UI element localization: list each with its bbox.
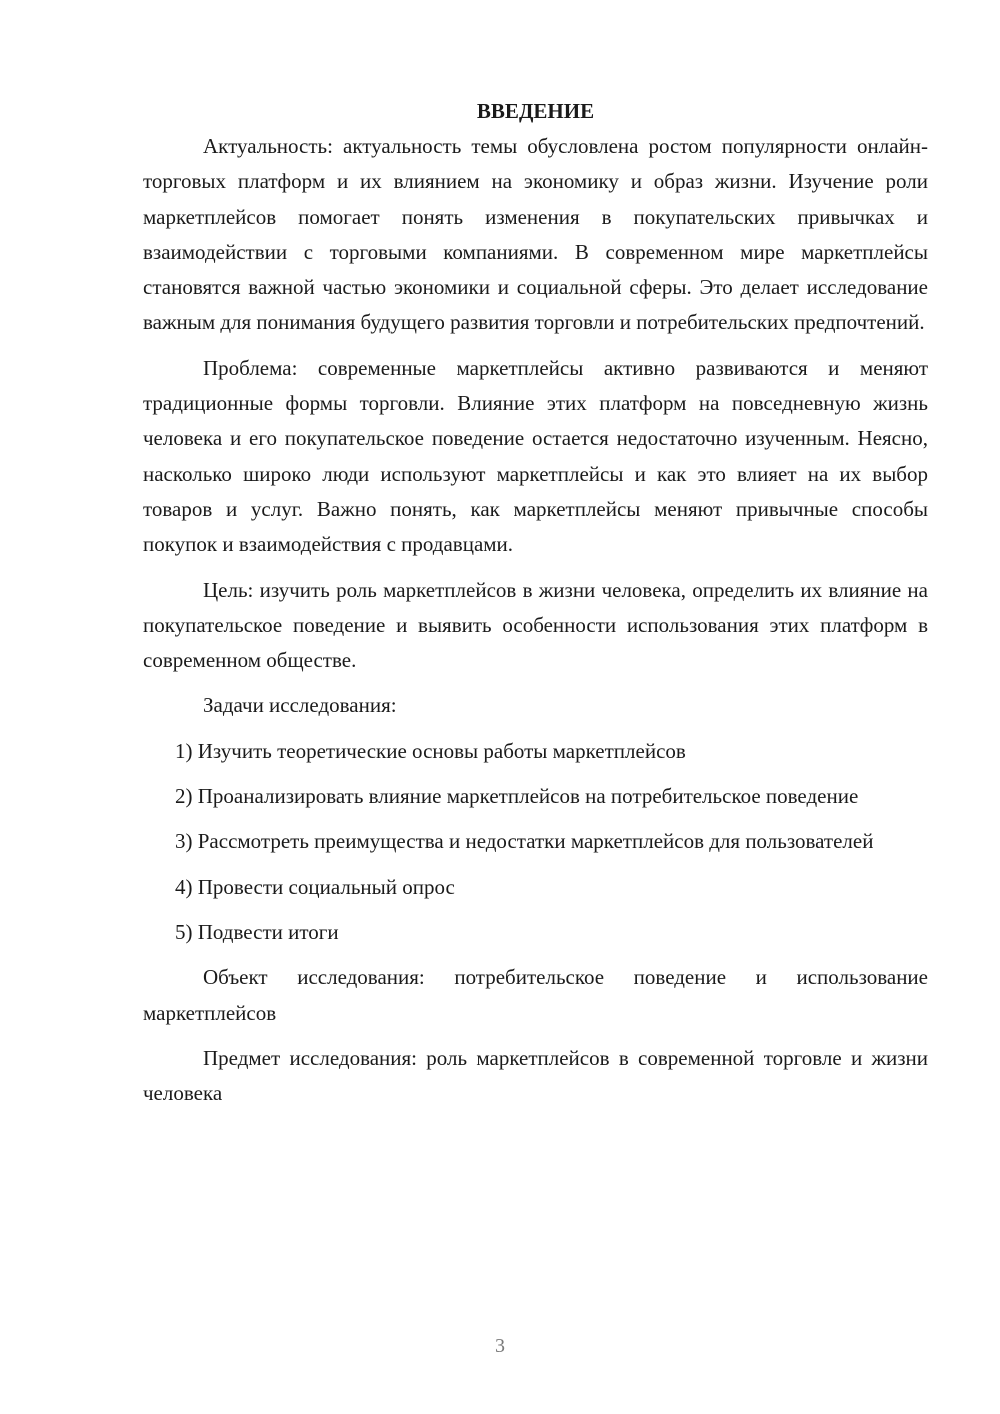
object-paragraph: Объект исследования: потребительское поведение и использование маркетплейсов	[143, 965, 928, 1025]
subject-paragraph: Предмет исследования: роль маркетплейсов в современной торговле и жизни человека	[143, 1045, 928, 1106]
task-item-2: 2) Проанализировать влияние маркетплейсов на потребительское поведение	[175, 784, 859, 809]
task-item-3: 3) Рассмотреть преимущества и недостатки маркетплейсов для пользователей	[175, 829, 874, 854]
relevance-paragraph: Актуальность: актуальность темы обусловлена ростом популярности онлайн-торговых платформ и их влиянием на экономику и образ жизни. Изучение роли маркетплейсов помогает понять изменения в покупательских привычках и взаимодействии с торговыми компаниями. В современном мире маркетплейсы становятся важной частью экономики и социальной сферы. Это делает исследование важным для понимания будущего развития торговли и потребительских предпочтений.	[143, 134, 928, 335]
goal-paragraph: Цель: изучить роль маркетплейсов в жизни человека, определить их влияние на покупательское поведение и выявить особенности использования этих платформ в современном обществе.	[143, 577, 928, 673]
problem-paragraph: Проблема: современные маркетплейсы активно развиваются и меняют традиционные формы торговли. Влияние этих платформ на повседневную жизнь человека и его покупательское поведение остается недостаточно изученным. Неясно, насколько широко люди используют маркетплейсы и как это влияет на их выбор товаров и услуг. Важно понять, как маркетплейсы меняют привычные способы покупок и взаимодействия с продавцами.	[143, 355, 928, 557]
tasks-heading: Задачи исследования:	[203, 693, 397, 718]
task-item-4: 4) Провести социальный опрос	[175, 874, 455, 899]
task-item-5: 5) Подвести итоги	[175, 919, 339, 944]
document-body	[143, 95, 928, 1121]
page-number: 3	[495, 1335, 505, 1357]
page-title: ВВЕДЕНИЕ	[476, 99, 595, 123]
task-item-1: 1) Изучить теоретические основы работы маркетплейсов	[175, 738, 686, 763]
